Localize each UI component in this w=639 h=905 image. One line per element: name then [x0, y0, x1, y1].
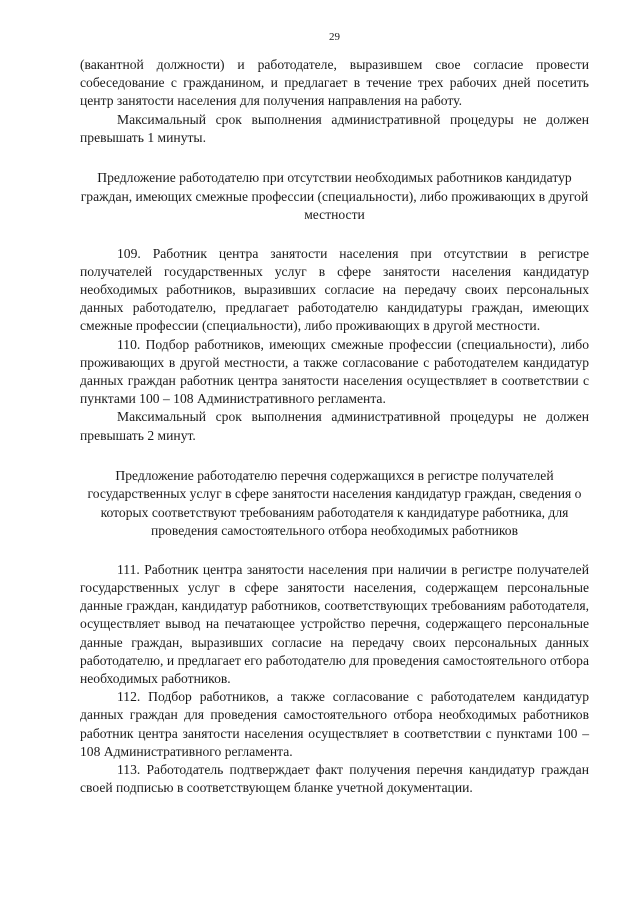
section-heading-2: Предложение работодателю перечня содержащихся в регистре получателей государственных услуг в сфере занятости населения кандидатур граждан, сведения о которых соответствуют требованиям работодателя к кандидатуре работника, для проведения самостоятельного отбора необходимых работников — [87, 467, 582, 539]
page-number: 29 — [329, 31, 340, 43]
paragraph-109: 109. Работник центра занятости населения при отсутствии в регистре получателей государственных услуг в сфере занятости населения кандидатур необходимых работников, выразивших согласие на передачу своих персональных данных работодателю, предлагает работодателю кандидатуры граждан, имеющих смежные профессии (специальности), либо проживающих в другой местности. — [80, 245, 589, 334]
paragraph-max-time-1: Максимальный срок выполнения административной процедуры не должен превышать 1 минуты. — [80, 111, 589, 145]
document-page — [80, 30, 589, 797]
paragraph-111: 111. Работник центра занятости населения при наличии в регистре получателей государственных услуг в сфере занятости населения, содержащем персональные данные граждан, кандидатур работников, соответствующих требованиям работодателя, осуществляет вывод на печатающее устройство перечня, содержащего персональные данные граждан, выразивших согласие на передачу своих персональных данных работодателю, и предлагает его работодателю для проведения самостоятельного отбора необходимых работников. — [80, 561, 589, 686]
paragraph-113: 113. Работодатель подтверждает факт получения перечня кандидатур граждан своей подписью в соответствующем бланке учетной документации. — [80, 761, 589, 796]
paragraph-max-time-2: Максимальный срок выполнения административной процедуры не должен превышать 2 минут. — [80, 409, 589, 443]
paragraph-continuation: (вакантной должности) и работодателе, выразившем свое согласие провести собеседование с гражданином, и предлагает в течение трех рабочих дней посетить центр занятости населения для получения направления на работу. — [80, 57, 589, 109]
paragraph-110: 110. Подбор работников, имеющих смежные профессии (специальности), либо проживающих в другой местности, а также согласование с работодателем кандидатур данных граждан работник центра занятости населения осуществляет в соответствии с пунктами 100 – 108 Административного регламента. — [80, 336, 589, 407]
section-heading-1: Предложение работодателю при отсутствии необходимых работников кандидатур граждан, имеющих смежные профессии (специальности), либо проживающих в другой местности — [80, 170, 589, 223]
paragraph-112: 112. Подбор работников, а также согласование с работодателем кандидатур данных граждан для проведения самостоятельного отбора необходимых работников работник центра занятости населения осуществляет в соответствии с пунктами 100 – 108 Административного регламента. — [80, 689, 589, 759]
